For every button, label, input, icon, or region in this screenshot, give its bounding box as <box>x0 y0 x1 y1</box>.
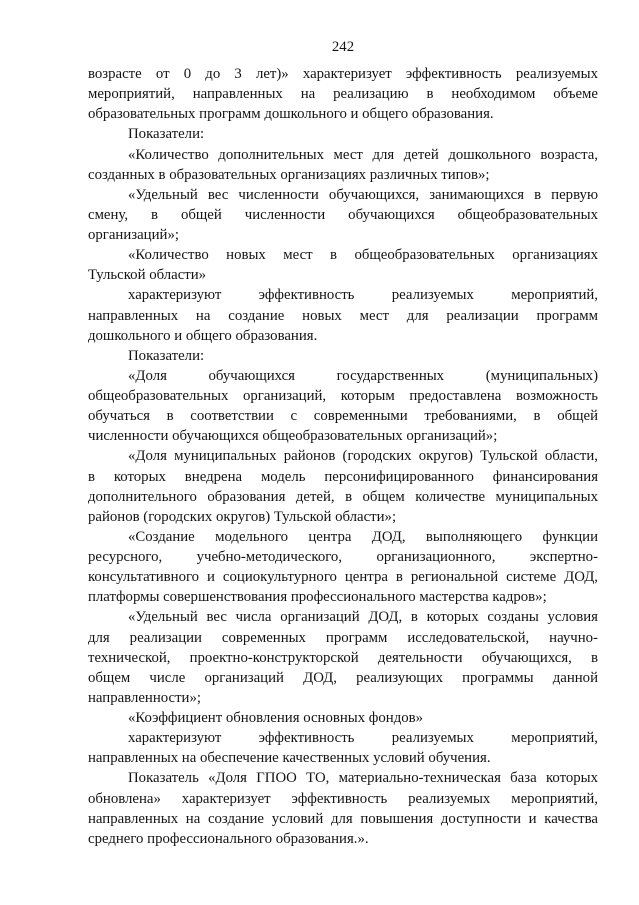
paragraph <box>88 527 598 608</box>
text-line: Показатель «Доля ГПОО ТО, материально-техническая база которых <box>128 770 598 787</box>
text-line: направленности»; <box>88 689 201 706</box>
text-line: технической, проектно-конструкторской деятельности обучающихся, в <box>88 649 598 666</box>
text-line: общеобразовательных организаций, которым предоставлена возможность <box>88 388 598 404</box>
text-line: Тульской области» <box>88 267 207 284</box>
text-line: ресурсного, учебно-методического, организационного, экспертно- <box>88 549 598 565</box>
paragraph <box>88 124 598 144</box>
text-line: возрасте от 0 до 3 лет)» характеризует эффективность реализуемых <box>88 66 598 82</box>
paragraph <box>88 346 598 366</box>
paragraph <box>88 607 598 708</box>
text-line: образовательных программ дошкольного и общего образования. <box>88 106 494 123</box>
text-line: характеризуют эффективность реализуемых мероприятий, <box>128 730 598 747</box>
text-line: направленных на создание условий для повышения доступности и качества <box>88 810 598 827</box>
text-line: направленных на обеспечение качественных условий обучения. <box>88 750 491 767</box>
paragraph <box>88 185 598 245</box>
text-line: районов (городских округов) Тульской области»; <box>88 508 397 525</box>
body-text <box>88 64 598 849</box>
text-line: дополнительного образования детей, в общем количестве муниципальных <box>88 488 598 505</box>
paragraph <box>88 446 598 527</box>
paragraph <box>88 728 598 768</box>
text-line: смену, в общей численности обучающихся общеобразовательных <box>88 206 598 223</box>
text-line: Показатели: <box>128 347 205 364</box>
text-line: «Удельный вес численности обучающихся, занимающихся в первую <box>128 186 598 203</box>
text-line: «Коэффициент обновления основных фондов» <box>128 710 424 726</box>
text-line: обновлена» характеризует эффективность реализуемых мероприятий, <box>88 790 598 807</box>
paragraph <box>88 768 598 849</box>
text-line: направленных на создание новых мест для реализации программ <box>88 307 598 324</box>
text-line: дошкольного и общего образования. <box>88 327 318 344</box>
paragraph <box>88 285 598 345</box>
text-line: общем числе организаций ДОД, реализующих программы данной <box>88 669 598 686</box>
text-line: характеризуют эффективность реализуемых мероприятий, <box>128 287 598 304</box>
text-line: «Удельный вес числа организаций ДОД, в которых созданы условия <box>128 609 598 626</box>
text-line: созданных в образовательных организациях различных типов»; <box>88 166 490 183</box>
page-number: 242 <box>331 39 355 55</box>
text-line: «Доля обучающихся государственных (муниципальных) <box>128 367 598 384</box>
paragraph <box>88 245 598 285</box>
text-line: в которых внедрена модель персонифицированного финансирования <box>88 468 598 485</box>
text-line: платформы совершенствования профессионального мастерства кадров»; <box>88 589 547 606</box>
text-line: численности обучающихся общеобразовательных организаций»; <box>88 428 498 445</box>
paragraph <box>88 708 598 728</box>
text-line: среднего профессионального образования.». <box>88 830 369 847</box>
text-line: «Доля муниципальных районов (городских округов) Тульской области, <box>128 448 598 465</box>
text-line: консультативного и социокультурного центра в региональной системе ДОД, <box>88 569 598 586</box>
paragraph <box>88 366 598 447</box>
text-line: организаций»; <box>88 227 179 243</box>
paragraph <box>88 64 598 124</box>
text-line: обучаться в соответствии с современными требованиями, в общей <box>88 408 598 425</box>
paragraph <box>88 145 598 185</box>
text-line: «Количество дополнительных мест для детей дошкольного возраста, <box>128 146 598 163</box>
text-line: для реализации современных программ исследовательской, научно- <box>88 629 598 646</box>
text-line: «Создание модельного центра ДОД, выполняющего функции <box>128 528 598 545</box>
text-line: Показатели: <box>128 126 205 143</box>
text-line: «Количество новых мест в общеобразовательных организациях <box>128 247 598 264</box>
text-line: мероприятий, направленных на реализацию в необходимом объеме <box>88 86 598 103</box>
